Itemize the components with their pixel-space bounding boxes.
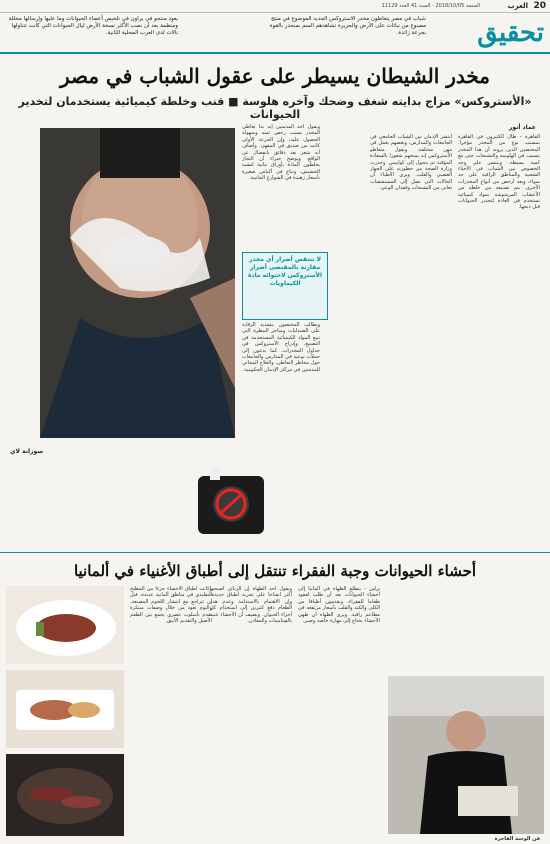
article2-column-2: ويقول أحد الطهاة إن الزبائن أصبحوا أكثر انفتاحا على تجربة أطباق جديدة، وإن الاهتمام بالاستدامة وعدم هدر الطعام دفع كثيرين إلى استخدام كل أجزاء الحيوان. ويضيف أن الأحشاء غنية بالفيتامينات والمعادن. [210,586,292,625]
article-column-1: القاهرة - طال الكثيرون في القاهرة بمسبب نوع من المخدر مؤخرا. المختصين الذين يرونه أن هذا المخدر يتسبب في الهلوسة والتشنجات حتى مع كمية بسيطة. وينتشر على وجه الخصوص بين الشباب في الأحياء الشعبية والمناطق الراقية على حد سواء، ويعد أرخص من أنواع المخدرات الأخرى. يتم تصنيعه من خلطة من الأعشاب المرشوشة بمواد كيميائية تستخدم في العادة لتخدير الحيوانات قبل ذبحها. [458,134,540,211]
byline: عماد أنور [508,124,536,131]
teaser-left-text: يعود منتجو في يراون في تلخيص أعضاء الحيوانات وما عليها وإرسالها مخللة ومنظمة بعد أن نصب الأكثر نسخة الأرض ليال الحيوانات التي كانت تتناولها نالات لدى العرب المحلية الثانية. [8,16,178,36]
food-photo-2 [6,670,124,748]
photo-caption: فن الوجبة الفاخرة [494,836,540,842]
ashtray-photo [180,448,280,548]
teaser-left[interactable] [4,14,182,48]
section-label: تحقيق [477,18,544,48]
article2-byline: سوزانة لاي [10,448,44,455]
article-headline[interactable]: مخدر الشيطان يسيطر على عقول الشباب في مصر [59,64,491,88]
article2-column-3: وكانت أطباق الأحشاء جزءا من المطبخ التقليدي في مناطق ألمانية عديدة، قبل أن تتراجع مع انتشار اللحوم المصنعة. واليوم تعود من خلال وصفات مبتكرة تقدم بأسلوب عصري يجمع بين الطعم الأصيل والتقديم الأنيق. [130,586,212,625]
food-photo-1 [6,586,124,664]
page-number: 20 [533,1,546,11]
teaser-right-text: شباب في مصر يتعاطون مخدر الاستروكس الجديد الموضوع في منتج مصنوع من نباتات على الأرض والجزيرة تشاهدهم السم بمنحدر بالقوة بجرعة زائدة. [269,16,426,36]
newspaper-name: العرب [507,2,528,10]
article-separator [0,552,550,553]
article-column-3: ويقول أحد المدمنين إنه بدأ تعاطي المخدر بسبب رخص ثمنه وسهولة الحصول عليه، وإن الجرعة الأولى كانت من صديق في المقهى. وأضاف أنه شعر بعد دقائق بانفصال عن الواقع. ويوضح خبراء أن التجار يخلطون المادة بأوراق نباتية لتشبه الحشيش، وتباع في أكياس صغيرة بأسعار زهيدة في الشوارع الجانبية. [242,124,320,182]
teaser-right[interactable] [252,14,430,48]
chef-photo [388,676,544,834]
food-photo-3 [6,754,124,836]
article2-column-1: برلين - يتطلع الطهاة في ألمانيا إلى أحشاء الحيوانات بعد أن ظلت لعقود طعاما للفقراء، ويقدمون أطباقا من الكلى والكبد والقلب بأسعار مرتفعة في مطاعم راقية. ويرى الطهاة أن طهي الأحشاء يحتاج إلى مهارة خاصة وصبر. [298,586,380,625]
article-subhead: «الأستروكس» مزاج بدايته شغف وضحك وآخره هلوسة ■ قنب وخلطة كيميائية يستخدمان لتخدير الحيوانات [18,95,532,121]
article-column-4: ويطالب المختصون بتشديد الرقابة على الصيدليات ومتاجر البيطرة التي تبيع المواد الكيميائية المستخدمة في التصنيع، وإدراج الأستروكس في جداول المخدرات. كما يدعون إلى حملات توعية في المدارس والجامعات حول مخاطر التعاطي، والعلاج المجاني للمدمنين في مراكز الإدمان الحكومية. [242,322,320,373]
section-rule [0,52,550,54]
top-bar [0,0,550,13]
article-column-2: انتشر الإدمان بين الشباب الجامعي في الجامعات والمدارس، وبعضهم يعمل في مهن مختلفة، ويقول متعاطو الأستروكس إنه يمنحهم شعورا بالسعادة المؤقتة ثم يتحول إلى كوابيس. وحذرت وزارة الصحة من خطورته على الجهاز العصبي والقلب. ويرى الأطباء أن الحالات التي تصل إلى المستشفيات تعاني من التشنجات وفقدان الوعي. [370,134,452,192]
article2-headline[interactable]: أحشاء الحيوانات وجبة الفقراء تنتقل إلى أطباق الأغنياء في ألمانيا [73,562,477,580]
pull-quote: لا تنتقص أضرار أي مخدر مقارنة بالمقتضى أضرار الأستروكس لاحتوائه مادة الكيماويات [242,252,328,320]
lead-photo [40,128,235,438]
dateline: الجمعة 2018/10/05 - السنة 41 العدد 11129 [381,3,480,9]
